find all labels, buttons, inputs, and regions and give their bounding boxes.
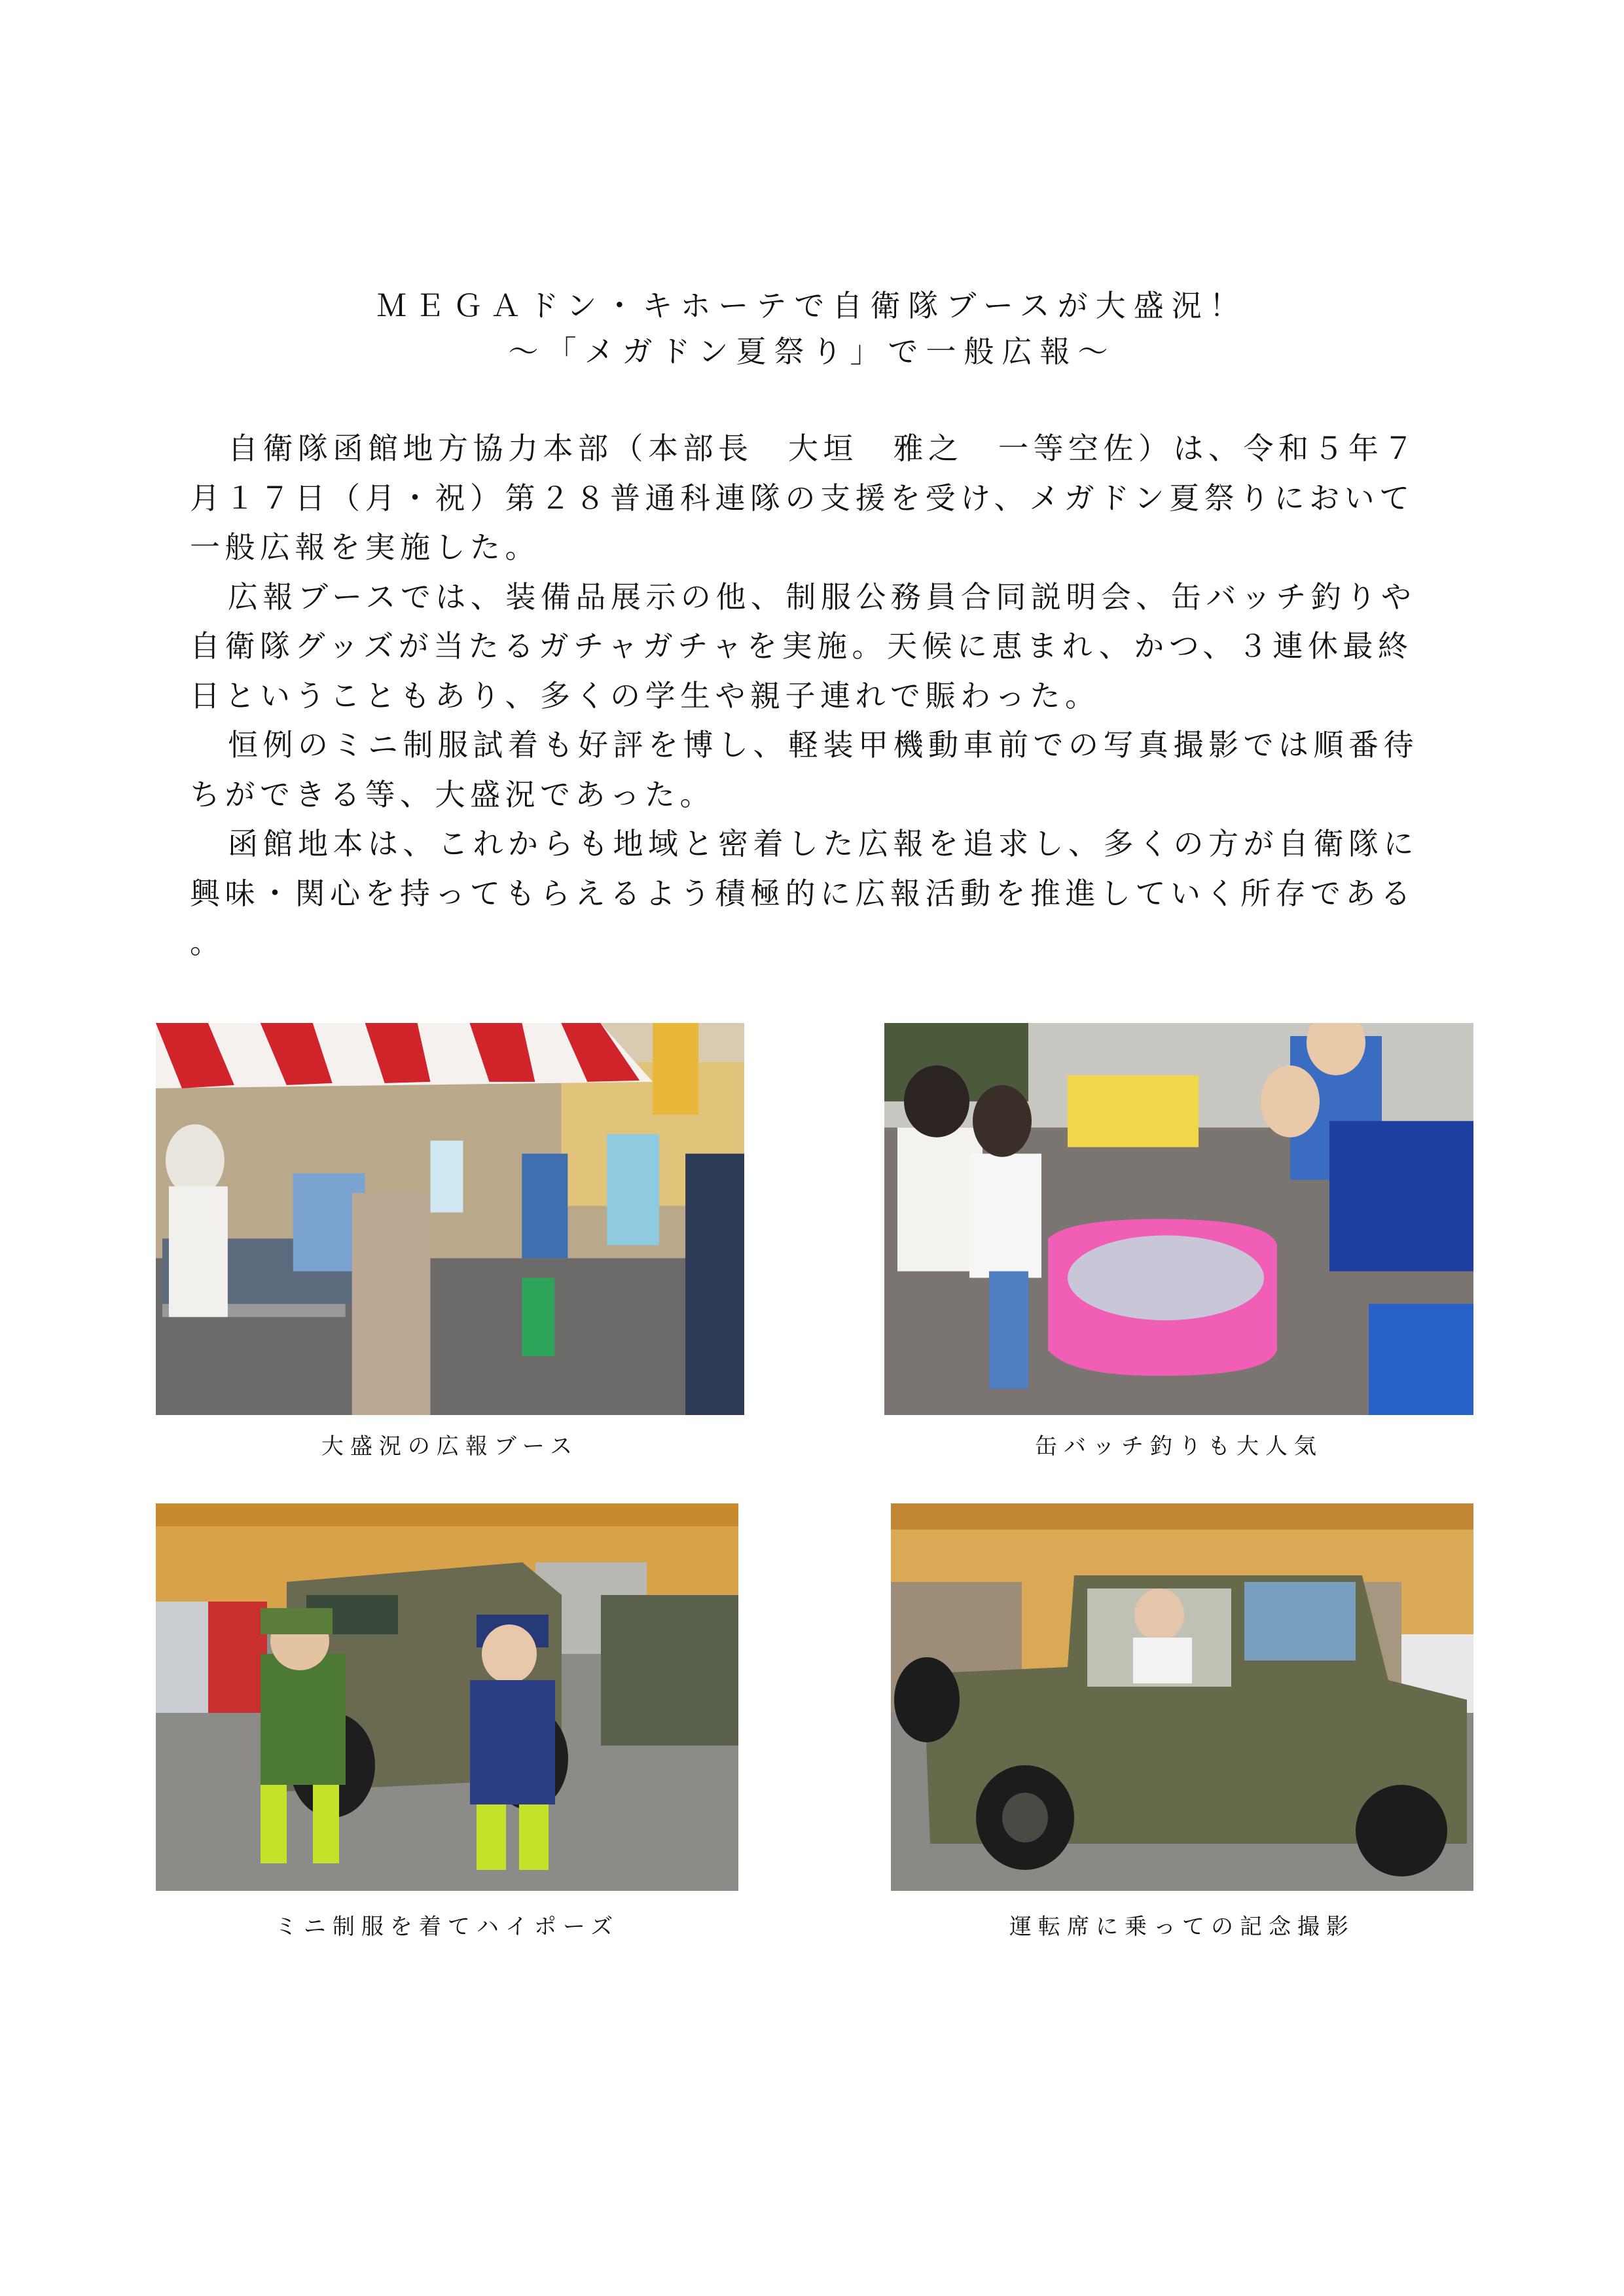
photo-badge-fishing bbox=[884, 1023, 1473, 1415]
photo-mini-uniforms bbox=[156, 1503, 738, 1891]
article-body bbox=[190, 424, 1447, 968]
photo-pr-booth bbox=[156, 1023, 744, 1415]
document-subtitle: 〜「メガドン夏祭り」で一般広報〜 bbox=[508, 334, 1116, 369]
photo-jeep-driver-seat bbox=[891, 1503, 1473, 1891]
photo-caption: 缶バッチ釣りも大人気 bbox=[1035, 1433, 1323, 1460]
photo-caption: 大盛況の広報ブース bbox=[321, 1433, 579, 1460]
paragraph: 広報ブースでは、装備品展示の他、制服公務員合同説明会、缶バッチ釣りや自衛隊グッズが当たるガチャガチャを実施。天候に恵まれ、かつ、３連休最終日ということもあり、多くの学生や親子連れで賑わった。 bbox=[190, 579, 1416, 713]
document-title: ＭＥＧＡドン・キホーテで自衛隊ブースが大盛況！ bbox=[376, 288, 1248, 323]
paragraph: 函館地本は、これからも地域と密着した広報を追求し、多くの方が自衛隊に興味・関心を持ってもらえるよう積極的に広報活動を推進していく所存である。 bbox=[190, 826, 1418, 960]
photo-caption: 運転席に乗っての記念撮影 bbox=[1009, 1914, 1355, 1940]
paragraph: 恒例のミニ制服試着も好評を博し、軽装甲機動車前での写真撮影では順番待ちができる等、大盛況であった。 bbox=[190, 727, 1418, 812]
photo-caption: ミニ制服を着てハイポーズ bbox=[274, 1914, 620, 1940]
paragraph: 自衛隊函館地方協力本部（本部長 大垣 雅之 一等空佐）は、令和５年７月１７日（月・祝）第２８普通科連隊の支援を受け、メガドン夏祭りにおいて一般広報を実施した。 bbox=[190, 431, 1418, 565]
